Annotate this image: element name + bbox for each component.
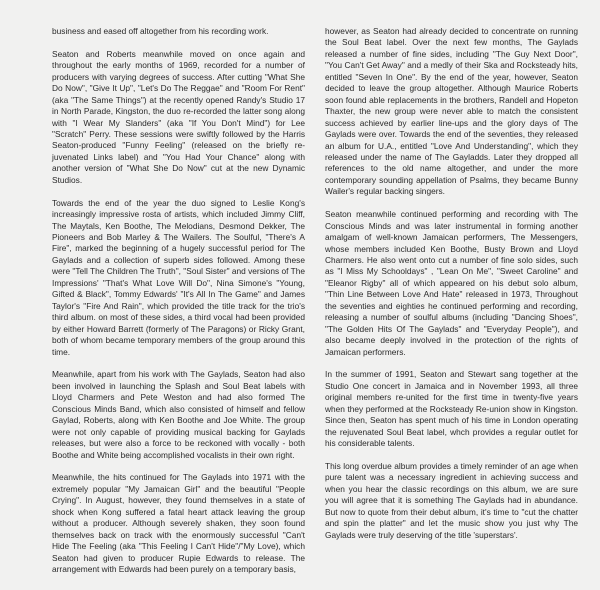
paragraph: This long overdue album provides a timely reminder of an age when pure talent was a necessary ingredient in achieving success and when you hear the classic recordings on this album, we are sure you will agree that it is something The Gaylads had in abundance. But now to quote from their debut album, it's time to "cut the chatter and spin the platter" and let the music show you just why The Gaylads were truly deserving of the title 'superstars'. xyxy=(325,461,578,540)
paragraph: business and eased off altogether from his recording work. xyxy=(52,26,269,36)
paragraph: Seaton and Roberts meanwhile moved on once again and throughout the early months of 1969, recorded for a number of producers with varying degrees of success. After cutting "What She Do Now", "Give It Up", "Let's Do The Reggae" and "Room For Rent" (aka "The Same Things") at the recently opened Randy's Studio 17 in North Parade, Kingston, the duo re-recorded the latter song along with "I Wear My Slanders" (aka "If You Don't Mind") for Lee "Scratch" Perry. These sessions were swiftly followed by the Harris Seaton-produced "Funny Feeling" (released on the briefly re-juvenated Links label) and "You Had Your Chance" along with another version of "What She Do Now" cut at the new Dynamic Studios. xyxy=(52,48,305,185)
paragraph: Meanwhile, the hits continued for The Gaylads into 1971 with the extremely popular "My Jamaican Girl" and the beautiful "People Crying". In August, however, they found themselves in a state of shock when Kong suffered a fatal heart attack leaving the group without a producer. Although severely shaken, they soon found themselves back on track with the enormously successful "Can't Hide The Feeling (aka "This Feeling I Can't Hide"/"My Love), which Seaton had given to producer Rupie Edwards to release. The arrangement with Edwards had been purely on a temporary basis, xyxy=(52,472,305,575)
right-column xyxy=(325,26,578,590)
paragraph: Seaton meanwhile continued performing and recording with The Conscious Minds and was later instrumental in forming another amalgam of well-known Jamaican performers, The Messengers, whose members included Ken Boothe, Busty Brown and Lloyd Charmers. He also went onto cut a number of fine solo sides, such as "I Miss My Schooldays" , "Lean On Me", "Sweet Caroline" and "Eleanor Rigby" all of which appeared on his debut solo album, "Thin Line Between Love And Hate" released in 1973, Throughout the seventies and eighties he continued performing and recording, releasing a number of soulful albums (including "Dancing Shoes", "The Golden Hits Of The Gaylads" and "Everyday People"), and also became deeply involved in the protection of the rights of Jamaican performers. xyxy=(325,209,578,357)
paragraph: Towards the end of the year the duo signed to Leslie Kong's increasingly impressive rosta of artists, which included Jimmy Cliff, The Maytals, Ken Boothe, The Melodians, Desmond Dekker, The Pioneers and Bob Marley & The Wailers. The Soulful, "There's A Fire", marked the beginning of a hugely successful period for The Gaylads and a collection of superb sides followed. Among these were "Tell The Children The Truth", "Soul Sister" and versions of The Impressions' "That's What Love Will Do", Nina Simone's "Young, Gifted & Black", Tommy Edwards' "It's All In The Game" and James Taylor's "Fire And Rain", which provided the title track for the trio's third album. on most of these sides, a third vocal had been provided by either Howard Barrett (formerly of The Paragons) or Ricky Grant, both of whom became temporary members of the group around this time. xyxy=(52,197,306,357)
paragraph: however, as Seaton had already decided to concentrate on running the Soul Beat label. Over the next few months, The Gaylads released a number of fine sides, including "The Guy Next Door", "You Can't Get Away" and a medly of their Ska and Rocksteady hits, entitled "Seven In One". By the end of the year, however, Seaton decided to leave the group altogether. Although Maurice Roberts soon found able replacements in the brothers, Randell and Hopeton Thaxter, the new group were never able to match the consistent success achieved by earlier line-ups and the glory days of The Gaylads were over. Towards the end of the seventies, they released an album for U.A., entitled "Love And Understanding", which they released under the name of The Gayladds. Later they dropped all references to the old name altogether, and under the more contemporary sounding appellation of Psalms, they became Bunny Wailer's regular backing singers. xyxy=(325,26,578,197)
paragraph: Meanwhile, apart from his work with The Gaylads, Seaton had also been involved in launching the Splash and Soul Beat labels with Lloyd Charmers and Pete Weston and had also formed The Conscious Minds Band, which also consisted of himself and fellow Gaylad, Roberts, along with Ken Boothe and Joe White. The group were not only capable of providing musical backing for Gaylads releases, but were also a force to be reckoned with vocally - both Boothe and White being accomplished vocalists in their own right. xyxy=(52,369,305,460)
left-column xyxy=(52,26,305,590)
paragraph: In the summer of 1991, Seaton and Stewart sang together at the Studio One concert in Jamaica and in November 1993, all three original members re-united for the first time in twenty-five years when they performed at the Rocksteady Re-union show in Kingston. Since then, Seaton has spent much of his time in London operating the rejuvenated Soul Beat label, whch provides a regular outlet for his considerable talents. xyxy=(325,369,578,449)
